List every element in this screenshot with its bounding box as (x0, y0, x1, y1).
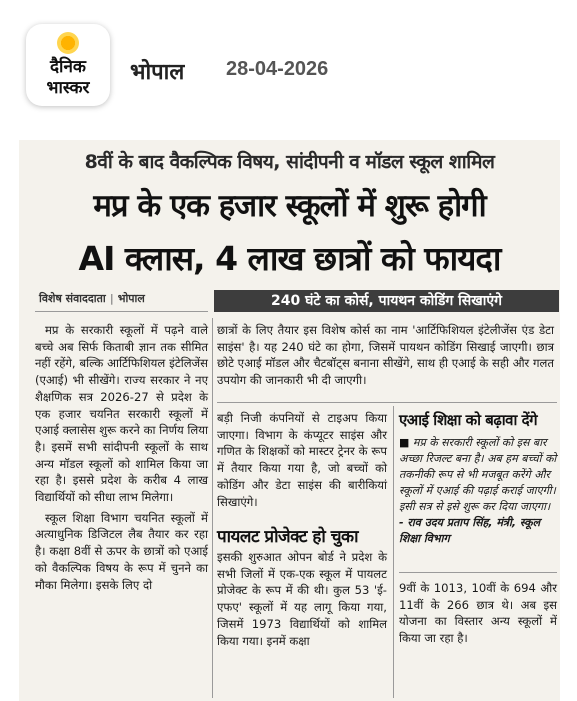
column-3 (217, 410, 387, 510)
page-header (0, 0, 577, 118)
quote-divider (399, 572, 557, 573)
highlight-banner: 240 घंटे का कोर्स, पायथन कोडिंग सिखाएंगे (214, 290, 559, 312)
quote-body (399, 435, 557, 547)
column-divider (393, 406, 394, 698)
quote-title: एआई शिक्षा को बढ़ावा देंगे (399, 411, 538, 429)
sun-icon (57, 32, 79, 54)
byline-author: विशेष संवाददाता (39, 292, 106, 305)
newspaper-logo (26, 24, 110, 106)
column-1 (35, 322, 208, 593)
news-clipping (19, 140, 560, 701)
byline-place: भोपाल (117, 292, 145, 305)
edition-date: 28-04-2026 (226, 58, 329, 80)
quote-signature: - राव उदय प्रताप सिंह, मंत्री, स्कूल शिक्षा विभाग (399, 516, 541, 545)
quote-bullet-icon: ■ (399, 436, 410, 449)
byline-divider (35, 311, 208, 312)
headline-line1: मप्र के एक हजार स्कूलों में शुरू होगी (93, 188, 486, 224)
column-4 (399, 580, 557, 647)
headline-line2: AI क्लास, 4 लाख छात्रों को फायदा (78, 239, 501, 278)
logo-text-line2: भास्कर (46, 78, 90, 98)
section-divider (217, 402, 557, 403)
pilot-heading: पायलट प्रोजेक्ट हो चुका (217, 527, 358, 547)
byline-separator: | (109, 292, 114, 305)
pilot-text: इसकी शुरुआत ओपन बोर्ड ने प्रदेश के सभी जिलों में एक-एक स्कूल में पायलट प्रोजेक्ट के रूप में की थी। कुल 53 'ई-एफए' स्कूलों में यह लागू किया गया, जिसमें 1973 विद्यार्थियों को शामिल किया गया। इनमें कक्षा (217, 550, 387, 648)
quote-text: मप्र के सरकारी स्कूलों को इस बार अच्छा रिजल्ट बना है। अब हम बच्चों को तकनीकी रूप से भी मजबूत करेंगे और स्कूलों में एआई की पढ़ाई कराई जाएगी। इसी सत्र से इसे शुरू कर दिया जाएगा। (399, 436, 557, 513)
column-divider (212, 318, 213, 698)
article-kicker: 8वीं के बाद वैकल्पिक विषय, सांदीपनी व मॉडल स्कूल शामिल (84, 151, 495, 173)
minister-quote-box (399, 410, 557, 558)
column-2-top (217, 322, 554, 389)
paragraph: 9वीं के 1013, 10वीं के 694 और 11वीं के 266 छात्र थे। अब इस योजना का विस्तार अन्य स्कूलों में किया जा रहा है। (399, 581, 557, 646)
byline (39, 291, 145, 306)
paragraph: मप्र के सरकारी स्कूलों में पढ़ने वाले बच्चे अब सिर्फ किताबी ज्ञान तक सीमित नहीं रहेंगे, बल्कि आर्टिफिशियल इंटेलिजेंस (एआई) भी सीखेंगे। राज्य सरकार ने नए शैक्षणिक सत्र 2026-27 से प्रदेश के एक हजार चयनित सरकारी स्कूलों में एआई क्लासेस शुरू करने का निर्णय लिया है। इसमें सभी सांदीपनी स्कूलों के साथ अन्य मॉडल स्कूलों को शामिल किया जा रहा है। इससे प्रदेश के करीब 4 लाख विद्यार्थियों को सीधा लाभ मिलेगा। (35, 323, 208, 505)
paragraph: स्कूल शिक्षा विभाग चयनित स्कूलों में अत्याधुनिक डिजिटल लैब तैयार कर रहा है। कक्षा 8वीं से ऊपर के छात्रों को एआई को वैकल्पिक विषय के रूप में चुनने का मौका मिलेगा। इसके लिए दो (35, 510, 208, 592)
paragraph: छात्रों के लिए तैयार इस विशेष कोर्स का नाम 'आर्टिफिशियल इंटेलीजेंस एंड डेटा साइंस' है। यह 240 घंटे का होगा, जिसमें पायथन कोडिंग सिखाई जाएगी। छात्र छोटे एआई मॉडल और चैटबॉट्स बनाना सीखेंगे, साथ ही एआई के सही और गलत उपयोग की जानकारी भी दी जाएगी। (217, 323, 554, 388)
edition-city: भोपाल (130, 60, 185, 85)
paragraph: बड़ी निजी कंपनियों से टाइअप किया जाएगा। विभाग के कंप्यूटर साइंस और गणित के शिक्षकों को मास्टर ट्रेनर के रूप में तैयार किया गया है, जो बच्चों को कोडिंग और डेटा साइंस की बारीकियां सिखाएंगे। (217, 411, 387, 509)
logo-text-line1: दैनिक (50, 57, 86, 77)
